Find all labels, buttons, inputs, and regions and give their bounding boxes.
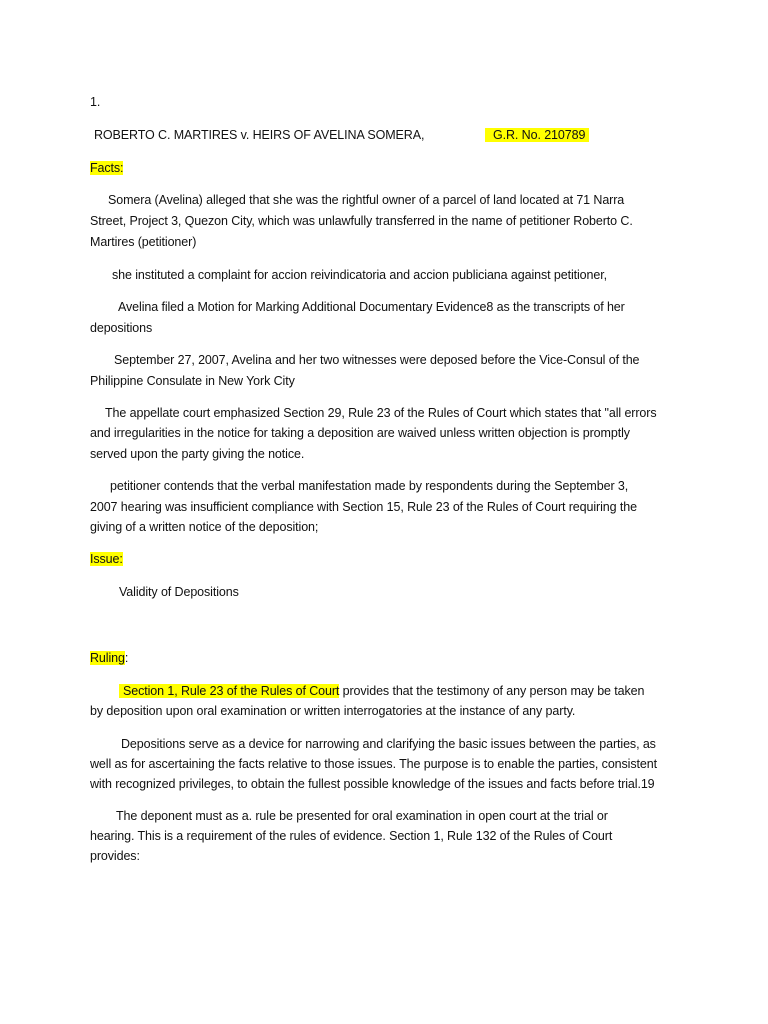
ruling-p2-line-1: Depositions serve as a device for narrowing and clarifying the basic issues between the parties, as <box>121 737 656 751</box>
fact-5-line-3: served upon the party giving the notice. <box>90 447 305 461</box>
item-number: 1. <box>90 95 101 109</box>
fact-3-line-1: Avelina filed a Motion for Marking Additional Documentary Evidence8 as the transcripts of her <box>118 300 625 314</box>
fact-6-line-1: petitioner contends that the verbal manifestation made by respondents during the September 3, <box>110 479 629 493</box>
fact-1-line-1: Somera (Avelina) alleged that she was the rightful owner of a parcel of land located at 71 Narra <box>108 193 625 207</box>
fact-6-line-3: giving of a written notice of the deposition; <box>90 520 319 534</box>
issue-text: Validity of Depositions <box>119 585 239 599</box>
fact-5-line-2: and irregularities in the notice for taking a deposition are waived unless written objection is promptly <box>90 426 630 440</box>
fact-1-line-3: Martires (petitioner) <box>90 235 197 249</box>
ruling-p1-line-2: by deposition upon oral examination or written interrogatories at the instance of any party. <box>90 704 576 718</box>
facts-heading-text: Facts: <box>90 161 124 175</box>
ruling-p1-line-1 <box>119 683 644 699</box>
gr-number <box>485 127 589 143</box>
ruling-p2-line-2: well as for ascertaining the facts relative to those issues. The purpose is to enable the parties, consistent <box>90 757 657 771</box>
issue-heading-text: Issue: <box>90 552 123 566</box>
ruling-p3-line-2: hearing. This is a requirement of the rules of evidence. Section 1, Rule 132 of the Rules of Court <box>90 829 613 843</box>
fact-1-line-2: Street, Project 3, Quezon City, which was unlawfully transferred in the name of petitioner Roberto C. <box>90 214 633 228</box>
fact-4-line-1: September 27, 2007, Avelina and her two witnesses were deposed before the Vice-Consul of the <box>114 353 640 367</box>
ruling-p2-line-3: with recognized privileges, to obtain the fullest possible knowledge of the issues and facts before trial.19 <box>90 777 655 791</box>
ruling-heading-colon: : <box>124 651 129 665</box>
case-title: ROBERTO C. MARTIRES v. HEIRS OF AVELINA SOMERA, <box>94 128 425 142</box>
ruling-rule-highlight: Section 1, Rule 23 of the Rules of Court <box>119 684 339 698</box>
fact-6-line-2: 2007 hearing was insufficient compliance with Section 15, Rule 23 of the Rules of Court requiring the <box>90 500 637 514</box>
ruling-p3-line-3: provides: <box>90 849 140 863</box>
ruling-heading-text: Ruling <box>90 651 125 665</box>
gr-number-text: G.R. No. 210789 <box>485 128 589 142</box>
fact-3-line-2: depositions <box>90 321 153 335</box>
ruling-heading <box>90 650 128 666</box>
ruling-p1-line-1-rest: provides that the testimony of any person may be taken <box>339 684 645 698</box>
ruling-p3-line-1: The deponent must as a. rule be presented for oral examination in open court at the trial or <box>116 809 608 823</box>
fact-4-line-2: Philippine Consulate in New York City <box>90 374 295 388</box>
fact-2-line-1: she instituted a complaint for accion reivindicatoria and accion publiciana against petitioner, <box>112 268 607 282</box>
facts-heading <box>90 160 123 176</box>
issue-heading <box>90 551 123 567</box>
fact-5-line-1: The appellate court emphasized Section 29, Rule 23 of the Rules of Court which states that "all errors <box>105 406 657 420</box>
